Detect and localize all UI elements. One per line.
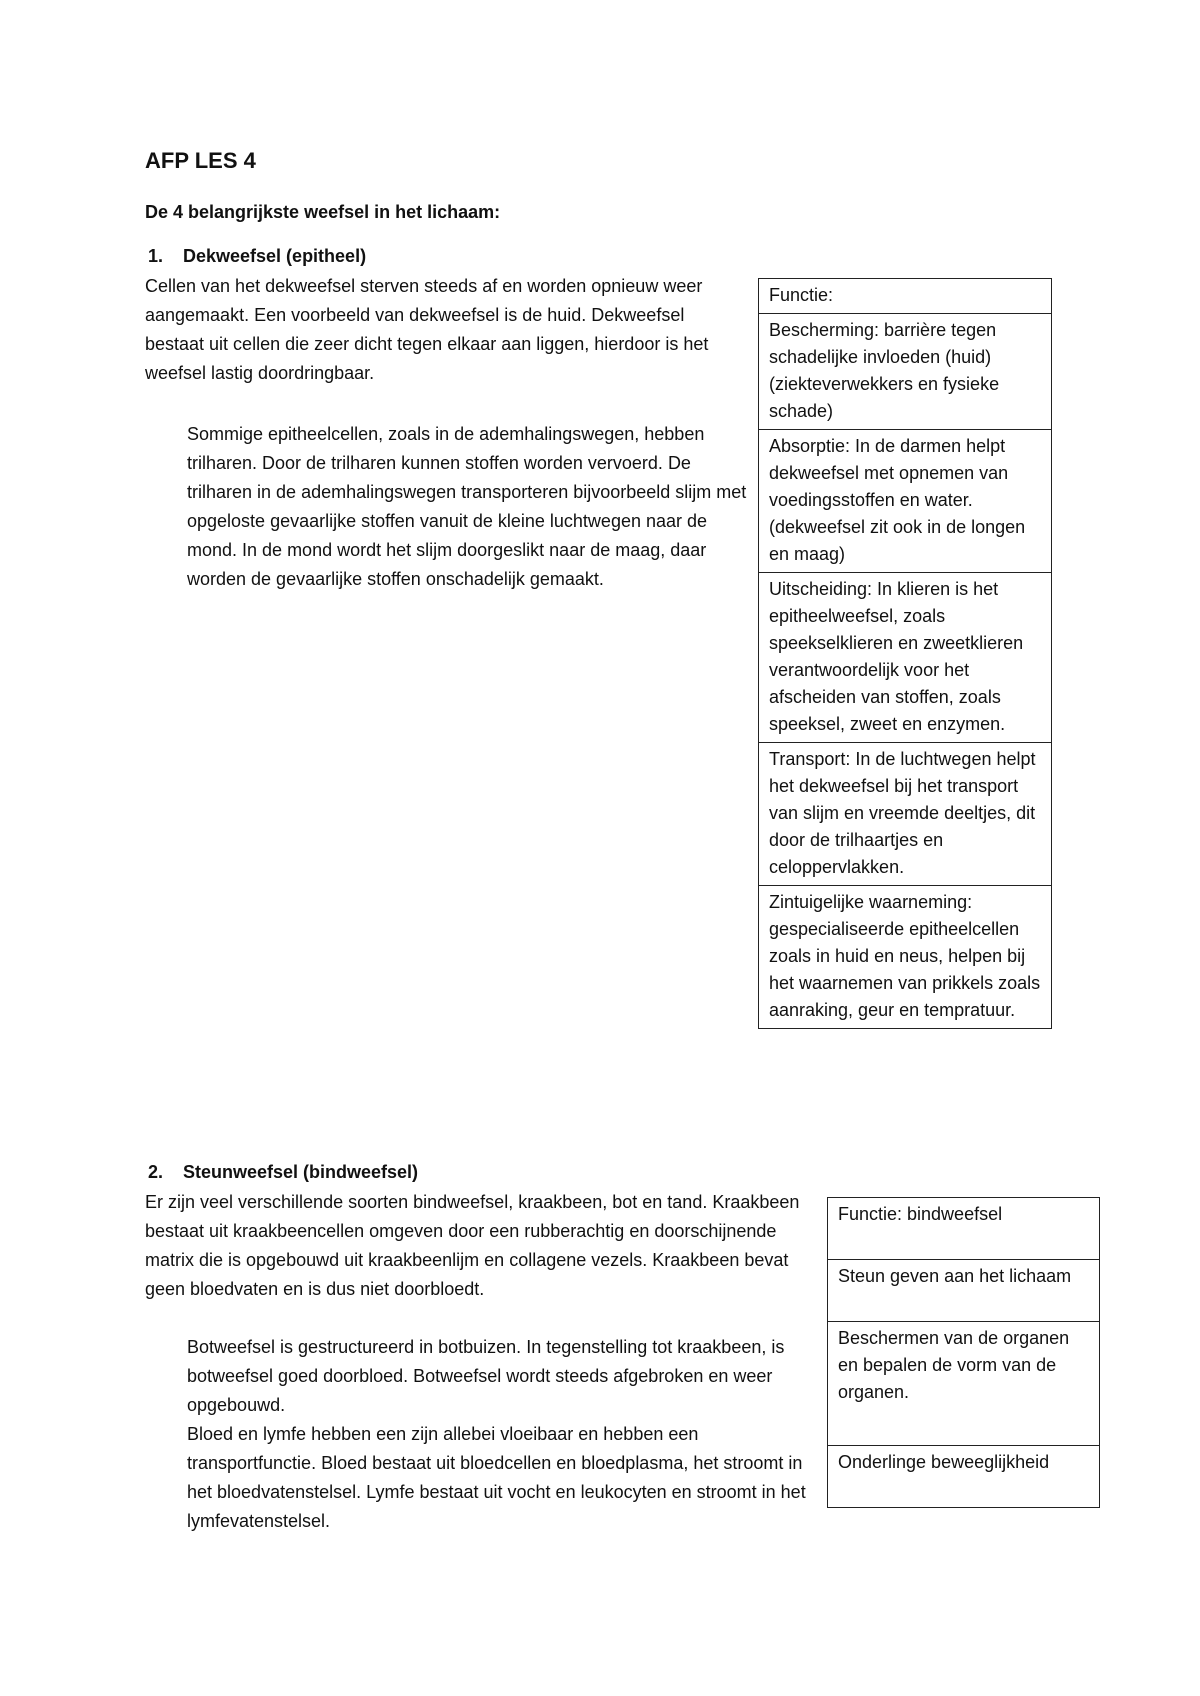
section-1-function-table bbox=[758, 278, 1052, 1029]
table-1-row: Bescherming: barrière tegen schadelijke invloeden (huid) (ziekteverwekkers en fysieke schade) bbox=[759, 314, 1052, 430]
section-1-title: Dekweefsel (epitheel) bbox=[183, 246, 367, 266]
section-2-paragraph-3: Bloed en lymfe hebben een zijn allebei vloeibaar en hebben een transportfunctie. Bloed bestaat uit bloedcellen en bloedplasma, het stroomt in het bloedvatenstelsel. Lymfe bestaat uit vocht en leukocyten en stroomt in het lymfevatenstelsel. bbox=[187, 1424, 806, 1531]
table-1-row: Absorptie: In de darmen helpt dekweefsel met opnemen van voedingsstoffen en water. (dekweefsel zit ook in de longen en maag) bbox=[759, 430, 1052, 573]
page-subtitle: De 4 belangrijkste weefsel in het lichaam: bbox=[145, 202, 501, 222]
section-2-number: 2. bbox=[148, 1162, 164, 1182]
section-2-function-table bbox=[827, 1197, 1100, 1508]
table-2-row: Beschermen van de organen en bepalen de vorm van de organen. bbox=[828, 1322, 1100, 1446]
table-1-row: Functie: bbox=[759, 279, 1052, 314]
section-1-number: 1. bbox=[148, 246, 164, 266]
table-2-row: Steun geven aan het lichaam bbox=[828, 1260, 1100, 1322]
section-2-heading bbox=[145, 1162, 418, 1183]
section-2-paragraph-1: Er zijn veel verschillende soorten bindweefsel, kraakbeen, bot en tand. Kraakbeen bestaat uit kraakbeencellen omgeven door een rubberachtig en doorschijnende matrix die is opgebouwd uit kraakbeenlijm en collagene vezels. Kraakbeen bevat geen bloedvaten en is dus niet doorbloedt. bbox=[145, 1192, 800, 1299]
table-2-row: Onderlinge beweeglijkheid bbox=[828, 1446, 1100, 1508]
page-title: AFP LES 4 bbox=[145, 148, 256, 173]
table-2-row: Functie: bindweefsel bbox=[828, 1198, 1100, 1260]
section-2-paragraph-2: Botweefsel is gestructureerd in botbuizen. In tegenstelling tot kraakbeen, is botweefsel goed doorbloed. Botweefsel wordt steeds afgebroken en weer opgebouwd. bbox=[187, 1337, 785, 1415]
table-1-row: Zintuigelijke waarneming: gespecialiseerde epitheelcellen zoals in huid en neus, helpen bij het waarnemen van prikkels zoals aanraking, geur en tempratuur. bbox=[759, 886, 1052, 1029]
table-1-row: Transport: In de luchtwegen helpt het dekweefsel bij het transport van slijm en vreemde deeltjes, dit door de trilhaartjes en celoppervlakken. bbox=[759, 743, 1052, 886]
section-1-paragraph-2: Sommige epitheelcellen, zoals in de ademhalingswegen, hebben trilharen. Door de trilharen kunnen stoffen worden vervoerd. De trilharen in de ademhalingswegen transporteren bijvoorbeeld slijm met opgeloste gevaarlijke stoffen vanuit de kleine luchtwegen naar de mond. In de mond wordt het slijm doorgeslikt naar de maag, daar worden de gevaarlijke stoffen onschadelijk gemaakt. bbox=[187, 424, 747, 589]
section-1-paragraph-1: Cellen van het dekweefsel sterven steeds af en worden opnieuw weer aangemaakt. Een voorbeeld van dekweefsel is de huid. Dekweefsel bestaat uit cellen die zeer dicht tegen elkaar aan liggen, hierdoor is het weefsel lastig doordringbaar. bbox=[145, 276, 709, 383]
table-1-row: Uitscheiding: In klieren is het epitheelweefsel, zoals speekselklieren en zweetklieren verantwoordelijk voor het afscheiden van stoffen, zoals speeksel, zweet en enzymen. bbox=[759, 573, 1052, 743]
section-2-title: Steunweefsel (bindweefsel) bbox=[183, 1162, 419, 1182]
section-1-heading bbox=[145, 246, 366, 267]
